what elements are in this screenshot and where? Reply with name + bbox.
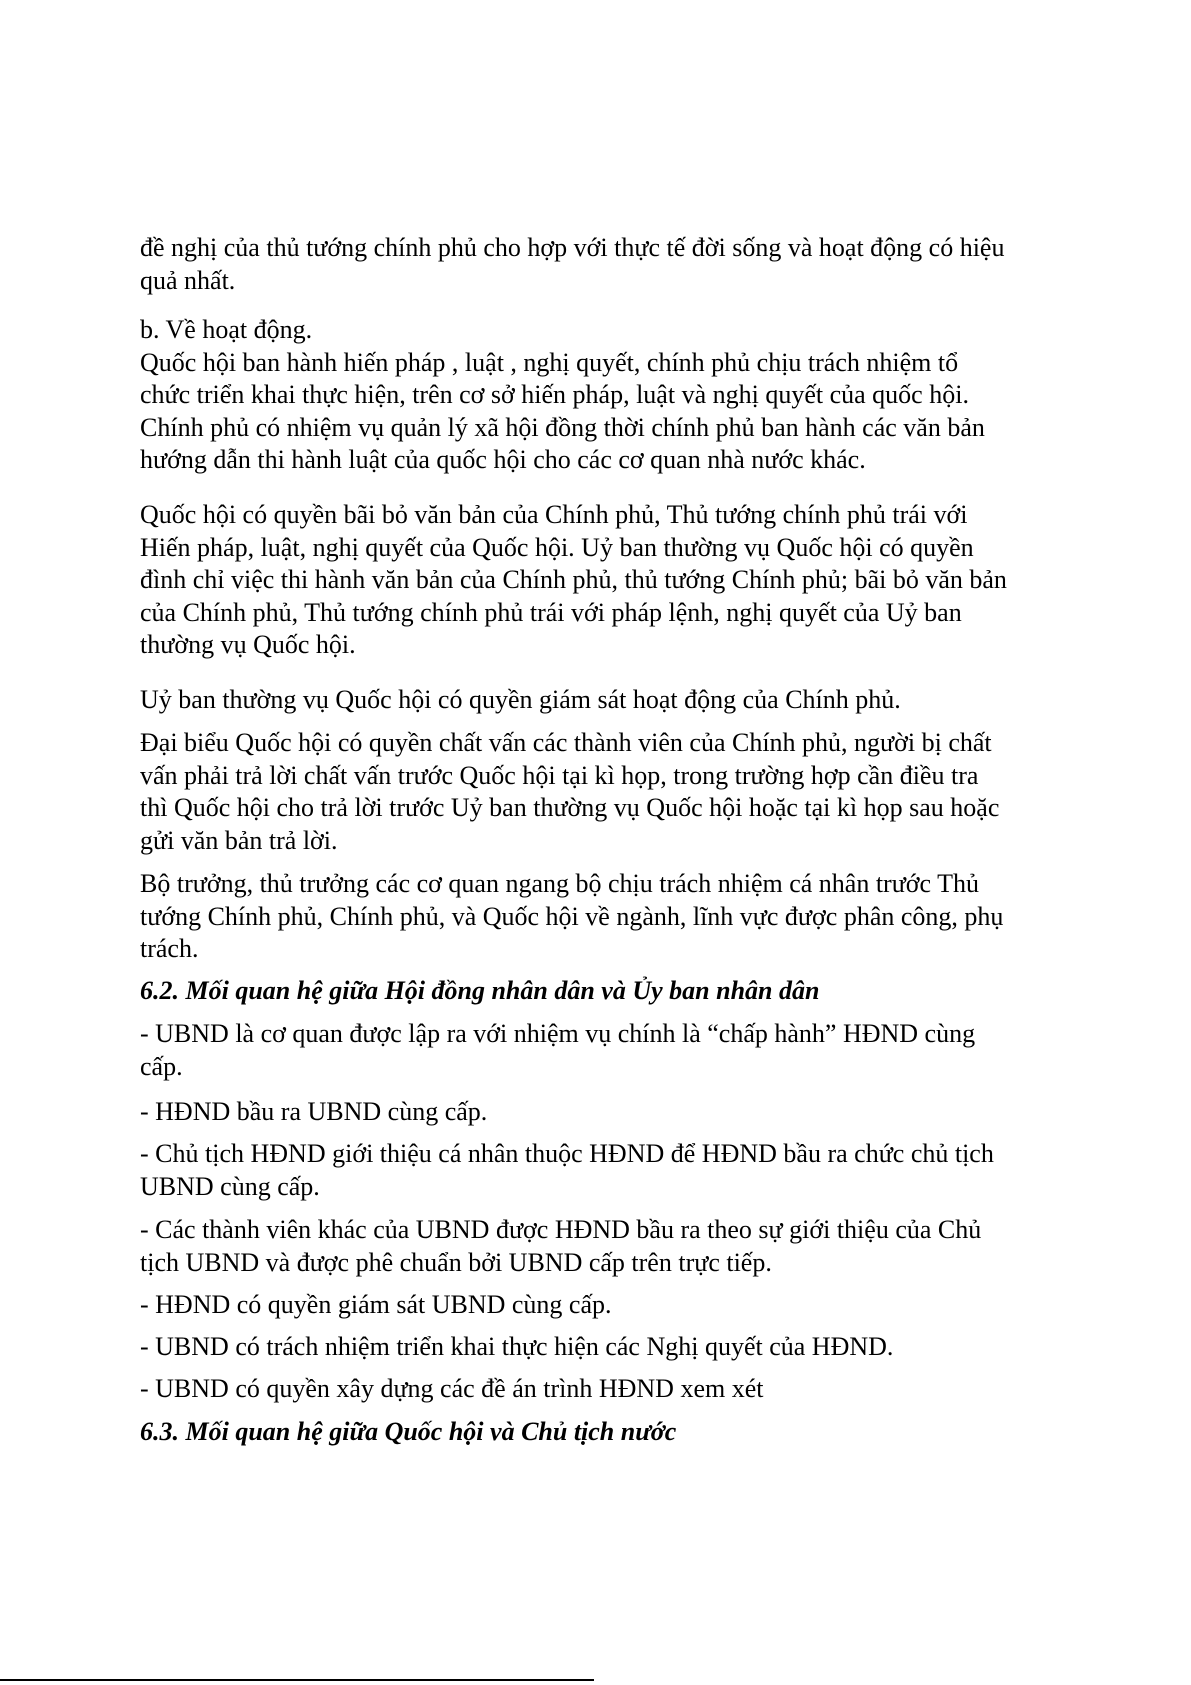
list-item: - UBND có quyền xây dựng các đề án trình HĐND xem xét <box>140 1374 764 1403</box>
paragraph-ministers: Bộ trưởng, thủ trưởng các cơ quan ngang bộ chịu trách nhiệm cá nhân trước Thủ tướng Chính phủ, Chính phủ, và Quốc hội về ngành, lĩnh vực được phân công, phụ trách. <box>140 869 1004 963</box>
list-item: - Chủ tịch HĐND giới thiệu cá nhân thuộc HĐND để HĐND bầu ra chức chủ tịch UBND cùng cấp. <box>140 1139 994 1201</box>
list-item: - UBND có trách nhiệm triển khai thực hiện các Nghị quyết của HĐND. <box>140 1332 894 1361</box>
paragraph-supervision: Uỷ ban thường vụ Quốc hội có quyền giám sát hoạt động của Chính phủ. <box>140 685 901 714</box>
section-heading-6-2: 6.2. Mối quan hệ giữa Hội đồng nhân dân và Ủy ban nhân dân <box>140 976 820 1005</box>
list-item: - HĐND có quyền giám sát UBND cùng cấp. <box>140 1290 612 1319</box>
paragraph-continuation: đề nghị của thủ tướng chính phủ cho hợp với thực tế đời sống và hoạt động có hiệu quả nhất. <box>140 233 1005 295</box>
section-heading-6-3: 6.3. Mối quan hệ giữa Quốc hội và Chủ tịch nước <box>140 1417 677 1446</box>
paragraph-activities: b. Về hoạt động. Quốc hội ban hành hiến pháp , luật , nghị quyết, chính phủ chịu trách nhiệm tổ chức triển khai thực hiện, trên cơ sở hiến pháp, luật và nghị quyết của quốc hội. Chính phủ có nhiệm vụ quản lý xã hội đồng thời chính phủ ban hành các văn bản hướng dẫn thi hành luật của quốc hội cho các cơ quan nhà nước khác. <box>140 315 985 474</box>
footnote-divider <box>0 1679 594 1681</box>
paragraph-annul-documents: Quốc hội có quyền bãi bỏ văn bản của Chính phủ, Thủ tướng chính phủ trái với Hiến pháp, luật, nghị quyết của Quốc hội. Uỷ ban thường vụ Quốc hội có quyền đình chỉ việc thi hành văn bản của Chính phủ, thủ tướng Chính phủ; bãi bỏ văn bản của Chính phủ, Thủ tướng chính phủ trái với pháp lệnh, nghị quyết của Uỷ ban thường vụ Quốc hội. <box>140 500 1007 659</box>
list-item: - UBND là cơ quan được lập ra với nhiệm vụ chính là “chấp hành” HĐND cùng cấp. <box>140 1019 976 1081</box>
list-item: - Các thành viên khác của UBND được HĐND bầu ra theo sự giới thiệu của Chủ tịch UBND và được phê chuẩn bởi UBND cấp trên trực tiếp. <box>140 1215 982 1277</box>
list-item: - HĐND bầu ra UBND cùng cấp. <box>140 1097 488 1126</box>
paragraph-questioning: Đại biểu Quốc hội có quyền chất vấn các thành viên của Chính phủ, người bị chất vấn phải trả lời chất vấn trước Quốc hội tại kì họp, trong trường hợp cần điều tra thì Quốc hội cho trả lời trước Uỷ ban thường vụ Quốc hội hoặc tại kì họp sau hoặc gửi văn bản trả lời. <box>140 728 1000 855</box>
